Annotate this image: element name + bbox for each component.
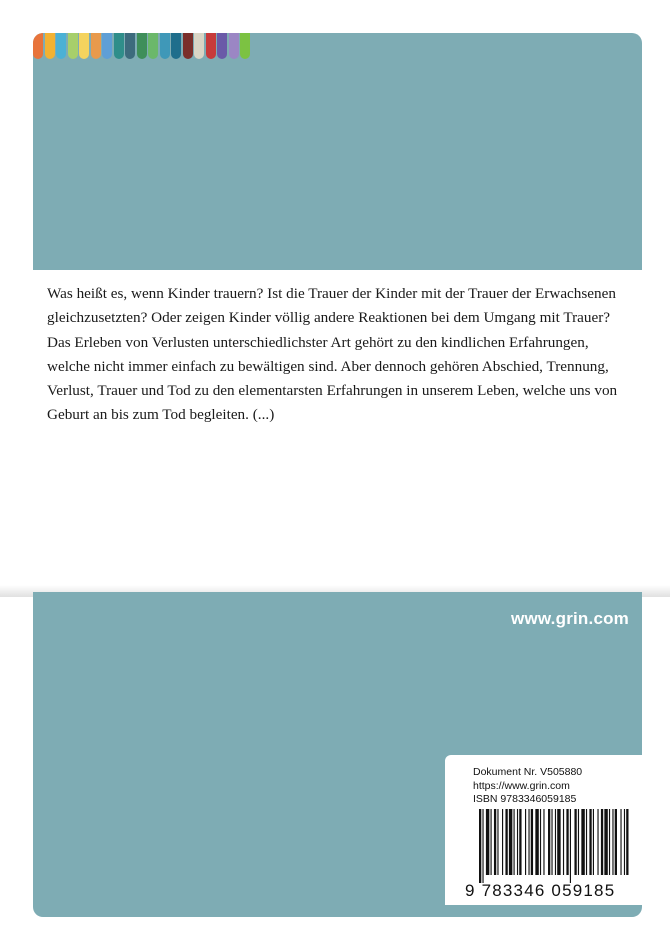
- barcode-bar: [551, 809, 552, 875]
- barcode-bar: [570, 809, 571, 883]
- isbn-box: [445, 755, 642, 905]
- barcode-bar: [502, 809, 503, 875]
- barcode-bar: [586, 809, 587, 875]
- barcode-bar: [486, 809, 489, 875]
- barcode-bar: [557, 809, 560, 875]
- barcode-bar: [566, 809, 568, 875]
- color-strip: [33, 33, 252, 59]
- barcode-bar: [593, 809, 594, 875]
- barcode: [479, 809, 629, 883]
- back-cover-blurb: Was heißt es, wenn Kinder trauern? Ist die Trauer der Kinder mit der Trauer der Erwachsenen gleichzusetzten? Oder zeigen Kinder völlig andere Reaktionen bei dem Umgang mit Trauer? Das Erleben von Verlusten unterschiedlichster Art gehört zu den kindlichen Erfahrungen, welche nicht immer einfach zu bewältigen sind. Aber dennoch gehören Abschied, Trennung, Verlust, Trauer und Tod zu den elementarsten Erfahrungen in unserem Leben, welche uns von Geburt an bis zum Tod begleiten. (...): [47, 285, 618, 424]
- color-tab: [125, 33, 135, 59]
- color-tab: [206, 33, 216, 59]
- barcode-bar: [624, 809, 625, 875]
- barcode-bar: [505, 809, 507, 875]
- barcode-bar: [509, 809, 512, 875]
- barcode-bar: [543, 809, 544, 875]
- document-number: Dokument Nr. V505880: [473, 766, 583, 778]
- color-tab: [160, 33, 170, 59]
- color-tab: [56, 33, 66, 59]
- barcode-bar: [519, 809, 521, 875]
- cover-top-panel: [33, 33, 642, 270]
- color-tab: [114, 33, 124, 59]
- barcode-bar: [601, 809, 603, 875]
- barcode-bar: [517, 809, 518, 875]
- barcode-bar: [604, 809, 607, 875]
- color-tab: [45, 33, 55, 59]
- barcode-bar: [574, 809, 576, 875]
- barcode-digits: 9 783346 059185: [465, 881, 616, 900]
- barcode-bar: [555, 809, 556, 875]
- barcode-bar: [540, 809, 541, 875]
- barcode-bar: [479, 809, 481, 883]
- isbn-text: ISBN 9783346059185: [473, 793, 577, 805]
- barcode-bar: [525, 809, 526, 875]
- barcode-bar: [528, 809, 529, 875]
- barcode-bar: [589, 809, 591, 875]
- barcode-bar: [494, 809, 496, 875]
- color-tab: [229, 33, 239, 59]
- barcode-bar: [535, 809, 538, 875]
- barcode-bar: [612, 809, 613, 875]
- isbn-meta: [473, 766, 582, 807]
- color-tab: [102, 33, 112, 59]
- color-tab: [148, 33, 158, 59]
- color-tab: [137, 33, 147, 59]
- barcode-bar: [482, 809, 483, 883]
- color-tab: [194, 33, 204, 59]
- barcode-bar: [514, 809, 515, 875]
- barcode-bar: [563, 809, 564, 875]
- barcode-bar: [597, 809, 598, 875]
- color-tab: [91, 33, 101, 59]
- publisher-url: www.grin.com: [511, 609, 629, 628]
- barcode-bar: [581, 809, 584, 875]
- barcode-bar: [626, 809, 628, 875]
- color-tab: [33, 33, 43, 59]
- barcode-bar: [609, 809, 610, 875]
- cover-bottom-panel: [33, 592, 642, 917]
- barcode-bar: [497, 809, 498, 875]
- color-tab: [217, 33, 227, 59]
- barcode-bar: [531, 809, 533, 875]
- color-tab: [171, 33, 181, 59]
- barcode-bar: [615, 809, 617, 875]
- color-tab: [68, 33, 78, 59]
- barcode-bar: [620, 809, 621, 875]
- color-tab: [183, 33, 193, 59]
- barcode-bar: [578, 809, 579, 875]
- barcode-bar: [491, 809, 492, 875]
- color-tab: [79, 33, 89, 59]
- website-text: https://www.grin.com: [473, 779, 570, 792]
- barcode-bar: [548, 809, 550, 875]
- color-tab: [240, 33, 250, 59]
